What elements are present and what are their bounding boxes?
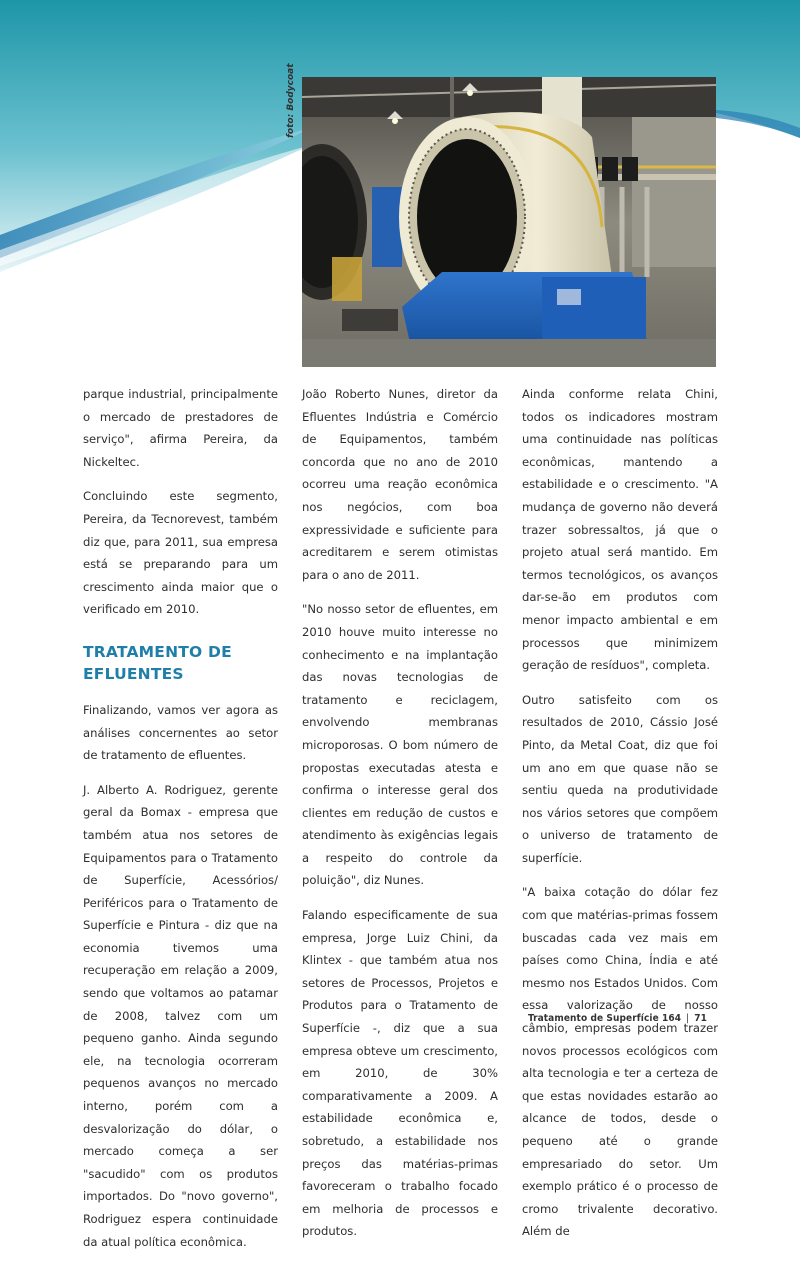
paragraph: parque industrial, principalmente o mercado de prestadores de serviço", afirma Pereira, da Nickeltec.: [83, 387, 278, 469]
page-footer: [528, 1013, 707, 1024]
publication-name: Tratamento de Superfície 164: [527, 1013, 682, 1024]
paragraph: "No nosso setor de efluentes, em 2010 houve muito interesse no conhecimento e na implantação das novas tecnologias de tratamento e reciclagem, envolvendo membranas microporosas. O bom número de propostas executadas atesta e confirma o interesse geral dos clientes em redução de custos e atendimento às exigências legais a respeito do controle da poluição", diz Nunes.: [302, 602, 498, 888]
text-column-2: [302, 383, 498, 1255]
paragraph: Concluindo este segmento, Pereira, da Tecnorevest, também diz que, para 2011, sua empresa está se preparando para um crescimento ainda maior que o verificado em 2010.: [83, 489, 278, 617]
paragraph: Ainda conforme relata Chini, todos os indicadores mostram uma continuidade nas políticas econômicas, mantendo a estabilidade e o crescimento. "A mudança de governo não deverá trazer sobressaltos, já que o projeto atual será mantido. Em termos tecnológicos, os avanços dar-se-ão em produtos com menor impacto ambiental e em processos que minimizem geração de resíduos", completa.: [522, 387, 718, 673]
section-heading: TRATAMENTO DE EFLUENTES: [83, 642, 232, 683]
page-number: 71: [694, 1013, 707, 1024]
paragraph: "A baixa cotação do dólar fez com que matérias-primas fossem buscadas cada vez mais em países como China, Índia e até mesmo nos Estados Unidos. Com essa valorização de nosso câmbio, empresas podem trazer novos processos ecológicos com alta tecnologia e ter a certeza de que estas novidades estarão ao alcance de todos, desde o pequeno até o grande empresariado do setor. Um exemplo prático é o processo de cromo trivalente decorativo. Além de: [522, 885, 718, 1239]
text-column-3: [522, 383, 718, 1255]
footer-separator: |: [686, 1013, 690, 1024]
furnace-photo: [302, 77, 716, 367]
paragraph: Finalizando, vamos ver agora as análises concernentes ao setor de tratamento de efluentes.: [83, 702, 278, 763]
paragraph: Outro satisfeito com os resultados de 2010, Cássio José Pinto, da Metal Coat, diz que foi um ano em que quase não se sentiu queda na produtividade nos vários setores que compõem o universo de tratamento de superfície.: [522, 692, 718, 865]
paragraph: João Roberto Nunes, diretor da Efluentes Indústria e Comércio de Equipamentos, também concorda que no ano de 2010 ocorreu uma reação econômica nos negócios, com boa expressividade e suficiente para acreditarem e serem otimistas para o ano de 2011.: [302, 387, 498, 582]
photo-credit: foto: Bodycoat: [286, 63, 296, 138]
paragraph: Falando especificamente de sua empresa, Jorge Luiz Chini, da Klintex - que também atua nos setores de Processos, Projetos e Produtos para o Tratamento de Superfície -, diz que a sua empresa obteve um crescimento, em 2010, de 30% comparativamente a 2009. A estabilidade econômica e, sobretudo, a estabilidade nos preços das matérias-primas favoreceram o trabalho focado em melhoria de processos e produtos.: [302, 908, 498, 1239]
paragraph: J. Alberto A. Rodriguez, gerente geral da Bomax - empresa que também atua nos setores de Equipamentos para o Tratamento de Superfície, Acessórios/ Periféricos para o Tratamento de Superfície e Pintura - diz que na economia tivemos uma recuperação em relação a 2009, sendo que voltamos ao patamar de 2008, talvez com um pequeno ganho. Ainda segundo ele, na tecnologia ocorreram pequenos avanços no mercado interno, porém com a desvalorização do dólar, o mercado começa a ser "sacudido" com os produtos importados. Do "novo governo", Rodriguez espera continuidade da atual política econômica.: [83, 782, 278, 1249]
text-column-1: [83, 383, 278, 1265]
